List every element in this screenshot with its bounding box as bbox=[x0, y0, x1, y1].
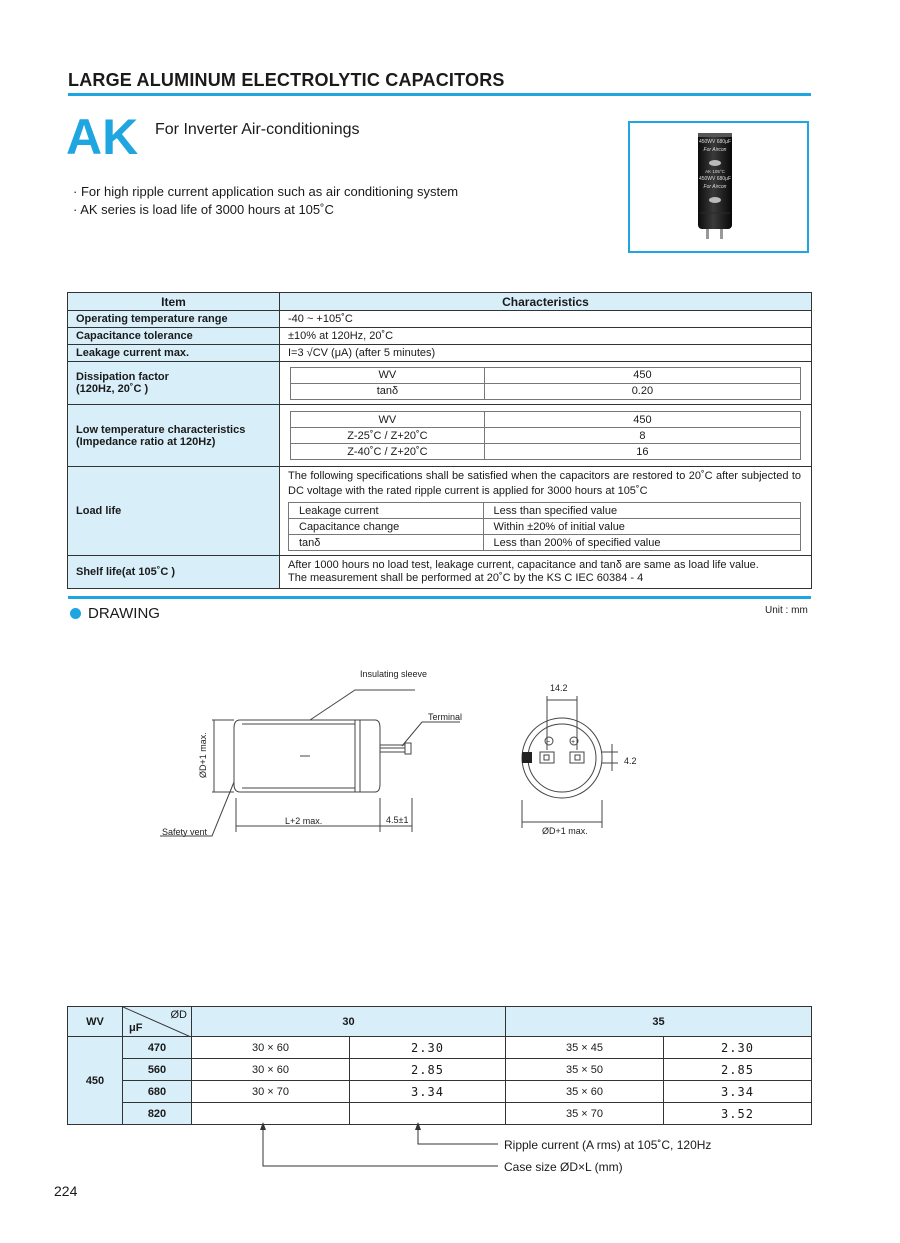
bullet-dot-icon bbox=[70, 608, 81, 619]
cell: 450 bbox=[484, 412, 800, 428]
low-temp-table bbox=[290, 411, 801, 460]
table-row bbox=[68, 1059, 812, 1081]
table-row bbox=[68, 362, 812, 405]
minus-icon: − bbox=[546, 739, 551, 746]
legend-arrows bbox=[250, 1120, 510, 1175]
load-life-table bbox=[288, 502, 801, 551]
series-code: AK bbox=[66, 109, 139, 165]
spec-label: Operating temperature range bbox=[68, 311, 280, 328]
ripple-cell: 2.85 bbox=[664, 1059, 812, 1081]
ripple-cell: 2.85 bbox=[350, 1059, 506, 1081]
unit-label: Unit : mm bbox=[765, 605, 808, 616]
diameter-30-header: 30 bbox=[192, 1007, 506, 1037]
wv-value: 450 bbox=[68, 1037, 123, 1125]
col-characteristics-header: Characteristics bbox=[280, 293, 812, 311]
cell: WV bbox=[291, 367, 485, 383]
col-item-header: Item bbox=[68, 293, 280, 311]
od-label: ØD bbox=[170, 1009, 187, 1021]
od-uf-header bbox=[123, 1007, 192, 1037]
spec-label-line: Dissipation factor bbox=[76, 371, 169, 383]
end-diameter-label: ØD+1 max. bbox=[542, 826, 588, 836]
dimension-drawing bbox=[150, 660, 670, 850]
diameter-label: ØD+1 max. bbox=[198, 732, 208, 778]
spec-value: -40 ~ +105˚C bbox=[280, 311, 812, 328]
insulating-sleeve-label: Insulating sleeve bbox=[360, 669, 428, 679]
table-row bbox=[68, 1081, 812, 1103]
ripple-cell: 2.30 bbox=[664, 1037, 812, 1059]
spec-value: I=3 √CV (μA) (after 5 minutes) bbox=[280, 345, 812, 362]
feature-bullet: · For high ripple current application such as air conditioning system bbox=[73, 184, 459, 199]
cell: tanδ bbox=[289, 535, 484, 551]
ripple-cell: 2.30 bbox=[350, 1037, 506, 1059]
spec-label-line: (Impedance ratio at 120Hz) bbox=[76, 435, 216, 448]
length-label: L+2 max. bbox=[285, 816, 323, 826]
case-size-cell: 35 × 60 bbox=[506, 1081, 664, 1103]
cell: tanδ bbox=[291, 383, 485, 399]
pitch-label: 14.2 bbox=[550, 683, 568, 693]
diameter-35-header: 35 bbox=[506, 1007, 812, 1037]
table-row bbox=[68, 556, 812, 589]
case-size-cell: 35 × 45 bbox=[506, 1037, 664, 1059]
uf-value: 560 bbox=[123, 1059, 192, 1081]
section-rule bbox=[68, 596, 811, 599]
dissipation-table bbox=[290, 367, 801, 400]
photo-label: AK 105°C bbox=[705, 169, 725, 174]
arrow-up-icon bbox=[260, 1122, 266, 1130]
drawing-title: DRAWING bbox=[88, 605, 160, 622]
load-life-text: The following specifications shall be satisfied when the capacitors are restored to 20˚C after subjected to DC voltage with the rated ripple current is applied for 3000 hours at 105˚C bbox=[288, 470, 801, 497]
table-row bbox=[68, 1037, 812, 1059]
page-number: 224 bbox=[54, 1183, 78, 1199]
photo-label: For Aircon bbox=[703, 184, 727, 190]
cell: 0.20 bbox=[484, 383, 800, 399]
cell: Z-25˚C / Z+20˚C bbox=[291, 428, 485, 444]
cell: 8 bbox=[484, 428, 800, 444]
series-subtitle: For Inverter Air-conditionings bbox=[155, 121, 360, 138]
cell: Within ±20% of initial value bbox=[483, 519, 800, 535]
case-size-cell: 30 × 60 bbox=[192, 1059, 350, 1081]
safety-vent-label: Safety vent bbox=[162, 827, 208, 837]
cell: 450 bbox=[484, 367, 800, 383]
terminal-width-label: 4.2 bbox=[624, 756, 637, 766]
table-row bbox=[68, 311, 812, 328]
cell: Z-40˚C / Z+20˚C bbox=[291, 444, 485, 460]
header-rule bbox=[68, 93, 811, 96]
shelf-life-text: After 1000 hours no load test, leakage current, capacitance and tanδ are same as load life value. bbox=[288, 559, 759, 571]
uf-label: μF bbox=[129, 1022, 143, 1034]
plus-icon: + bbox=[571, 739, 576, 746]
terminal-length-label: 4.5±1 bbox=[386, 815, 409, 825]
arrow-up-icon bbox=[415, 1122, 421, 1130]
feature-bullet: · AK series is load life of 3000 hours at 105˚C bbox=[73, 202, 334, 217]
spec-label bbox=[68, 362, 280, 405]
specification-table bbox=[67, 292, 812, 589]
table-header-row bbox=[68, 1007, 812, 1037]
photo-label: 450WV 680μF bbox=[698, 176, 732, 182]
table-row bbox=[68, 345, 812, 362]
cell: Leakage current bbox=[289, 503, 484, 519]
uf-value: 470 bbox=[123, 1037, 192, 1059]
cell: Capacitance change bbox=[289, 519, 484, 535]
spec-label-line: (120Hz, 20˚C ) bbox=[76, 383, 149, 395]
ripple-cell: 3.34 bbox=[350, 1081, 506, 1103]
capacitor-image bbox=[630, 123, 807, 251]
table-row bbox=[68, 467, 812, 556]
wv-header: WV bbox=[68, 1007, 123, 1037]
case-size-cell: 35 × 70 bbox=[506, 1103, 664, 1125]
page-title: LARGE ALUMINUM ELECTROLYTIC CAPACITORS bbox=[68, 70, 505, 90]
photo-label: For Aircon bbox=[703, 147, 727, 153]
cell: WV bbox=[291, 412, 485, 428]
spec-label bbox=[68, 405, 280, 467]
spec-value: ±10% at 120Hz, 20˚C bbox=[280, 328, 812, 345]
case-size-cell: 30 × 60 bbox=[192, 1037, 350, 1059]
product-photo bbox=[628, 121, 809, 253]
case-size-cell: 30 × 70 bbox=[192, 1081, 350, 1103]
spec-label: Shelf life(at 105˚C ) bbox=[68, 556, 280, 589]
terminal-label: Terminal bbox=[428, 712, 463, 722]
uf-value: 680 bbox=[123, 1081, 192, 1103]
spec-label: Leakage current max. bbox=[68, 345, 280, 362]
legend-ripple: Ripple current (A rms) at 105˚C, 120Hz bbox=[504, 1138, 712, 1152]
spec-label-line: Low temperature characteristics bbox=[76, 423, 246, 436]
rating-table bbox=[67, 1006, 812, 1125]
cell: Less than specified value bbox=[483, 503, 800, 519]
ripple-cell: 3.34 bbox=[664, 1081, 812, 1103]
shelf-life-text: The measurement shall be performed at 20˚C by the KS C IEC 60384 - 4 bbox=[288, 572, 644, 584]
cell: 16 bbox=[484, 444, 800, 460]
cell: Less than 200% of specified value bbox=[483, 535, 800, 551]
uf-value: 820 bbox=[123, 1103, 192, 1125]
photo-label: 450WV 680μF bbox=[698, 139, 732, 145]
spec-label: Capacitance tolerance bbox=[68, 328, 280, 345]
ripple-cell: 3.52 bbox=[664, 1103, 812, 1125]
legend-case-size: Case size ØD×L (mm) bbox=[504, 1160, 623, 1174]
table-row bbox=[68, 328, 812, 345]
spec-label: Load life bbox=[68, 467, 280, 556]
case-size-cell: 35 × 50 bbox=[506, 1059, 664, 1081]
table-row bbox=[68, 405, 812, 467]
